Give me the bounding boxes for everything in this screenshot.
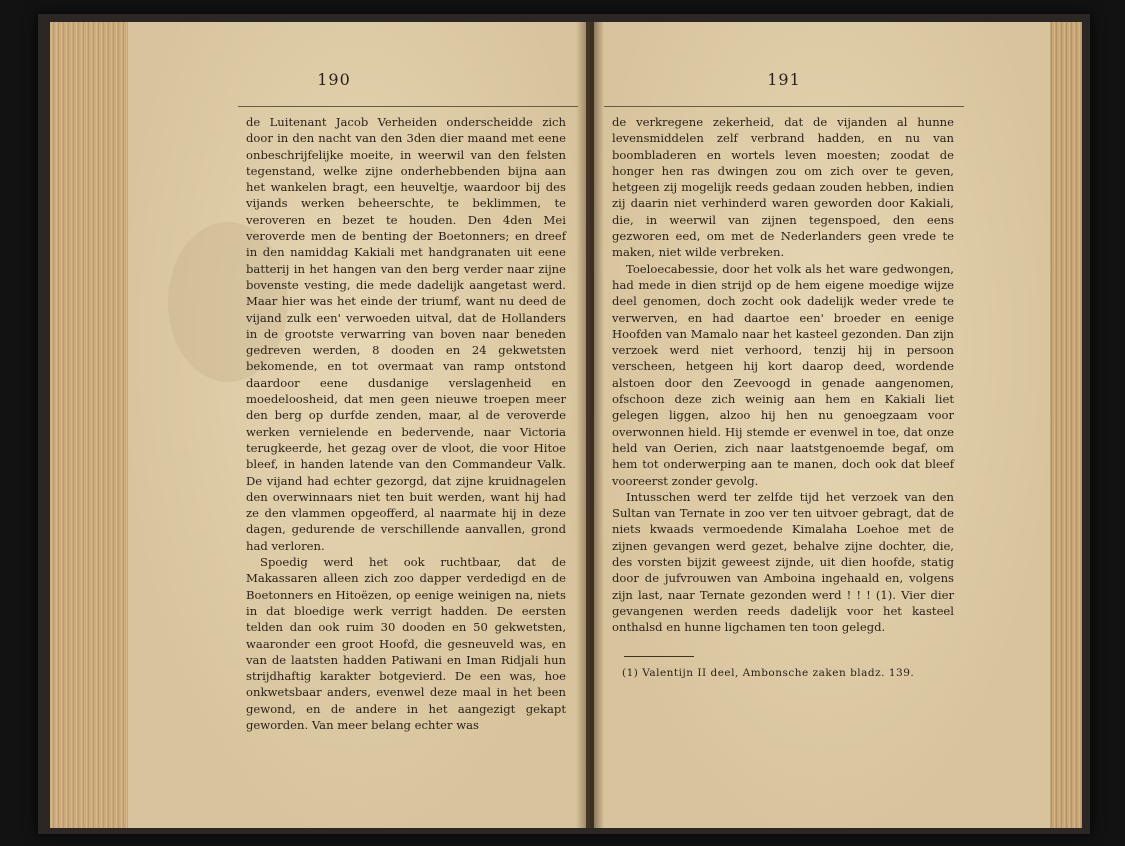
left-paragraph-2: Spoedig werd het ook ruchtbaar, dat de Makassaren alleen zich zoo dapper verdedigd en de Boetonners en Hitoëzen, op eenige weinigen na, niets in dat bloedige werk verrigt hadden. De eersten telden dan ook ruim 30 dooden en 50 gekwetsten, waaronder een groot Hoofd, die gesneuveld was, en van de laatsten hadden Patiwani en Iman Ridjali hun strijdhaftig karakter botgevierd. De een was, hoe onkwetsbaar anders, evenwel deze maal in het been gewond, en de andere in het aangezigt gekapt geworden. Van meer belang echter was (246, 555, 566, 732)
header-rule (604, 106, 964, 107)
right-paragraph-1: de verkregene zekerheid, dat de vijanden al hunne levensmiddelen zelf verbrand hadden, en nu van boombladeren en wortels leven moesten; zoodat de honger hen ras dwingen zou om zich over te geven, hetgeen zij mogelijk reeds gedaan zouden hebben, indien zij daarin niet verhinderd waren geworden door Kakiali, die, in weerwil van zijnen tegenspoed, den eens gezworen eed, om met de Nederlanders geen vrede te maken, niet wilde verbreken. (612, 115, 954, 260)
book-gutter (576, 22, 604, 828)
left-page-text (246, 114, 566, 733)
right-page (594, 22, 1050, 828)
right-page-number: 191 (767, 70, 801, 89)
right-page-text (612, 114, 954, 636)
left-page (128, 22, 586, 828)
footnote-rule (624, 656, 694, 657)
page-edges-right (1048, 22, 1082, 828)
page-edges-left (50, 22, 130, 828)
footnote: (1) Valentijn II deel, Ambonsche zaken bladz. 139. (622, 667, 915, 679)
left-paragraph-1: de Luitenant Jacob Verheiden onderscheidde zich door in den nacht van den 3den dier maand met eene onbeschrijfelijke moeite, in weerwil van den felsten tegenstand, welke zijne onderhebbenden bijna aan het wankelen bragt, een heuveltje, waardoor bij des vijands werken beheerschte, te beklimmen, te veroveren en bezet te houden. Den 4den Mei veroverde men de benting der Boetonners; en dreef in den namiddag Kakiali met handgranaten uit eene batterij in het hangen van den berg verder naar zijne bovenste vesting, die mede dadelijk aangetast werd. Maar hier was het einde der triumf, want nu deed de vijand zulk een' verwoeden uitval, dat de Hollanders in de grootste verwarring van boven naar beneden gedreven werden, 8 dooden en 24 gekwetsten bekomende, en tot overmaat van ramp ontstond daardoor eene dusdanige verslagenheid en moedeloosheid, dat men geen nieuwe troepen meer den berg op durfde zenden, maar, al de veroverde werken vernielende en bedervende, naar Victoria terugkeerde, het gezag over de vloot, die voor Hitoe bleef, in handen latende van den Commandeur Valk. De vijand had echter gezorgd, dat zijne kruidnagelen den overwinnaars niet ten buit werden, want hij had ze den vlammen opgeofferd, al naarmate hij in deze dagen, gedurende de verschillende aanvallen, grond had verloren. (246, 115, 566, 553)
right-paragraph-2: Toeloecabessie, door het volk als het ware gedwongen, had mede in dien strijd op de hem eigene moedige wijze deel genomen, doch zocht ook dadelijk weder vrede te verwerven, en had daartoe een' broeder en eenige Hoofden van Mamalo naar het kasteel gezonden. Dan zijn verzoek werd niet verhoord, tenzij hij in persoon verscheen, hetgeen hij kort daarop deed, wordende alstoen door den Zeevoogd in genade aangenomen, ofschoon deze zich weinig aan hem en Kakiali liet gelegen liggen, alzoo hij hen nu genoegzaam voor overwonnen hield. Hij stemde er evenwel in toe, dat onze held van Oerien, zich naar laatstgenoemde begaf, om hem tot onderwerping aan te manen, doch ook dat bleef vooreerst zonder gevolg. (612, 261, 954, 488)
left-page-number: 190 (317, 70, 351, 89)
header-rule (238, 106, 578, 107)
right-paragraph-3: Intusschen werd ter zelfde tijd het verzoek van den Sultan van Ternate in zoo ver ten uitvoer gebragt, dat de niets kwaads vermoedende Kimalaha Loehoe met de zijnen gevangen werd gezet, behalve zijne dochter, die, des vorsten bijzit geweest zijnde, uit dien hoofde, statig door de jufvrouwen van Amboina ingehaald en, volgens zijn last, naar Ternate gezonden werd ! ! ! (1). Vier dier gevangenen werden reeds dadelijk voor het kasteel onthalsd en hunne ligchamen ten toon gelegd. (612, 489, 954, 635)
